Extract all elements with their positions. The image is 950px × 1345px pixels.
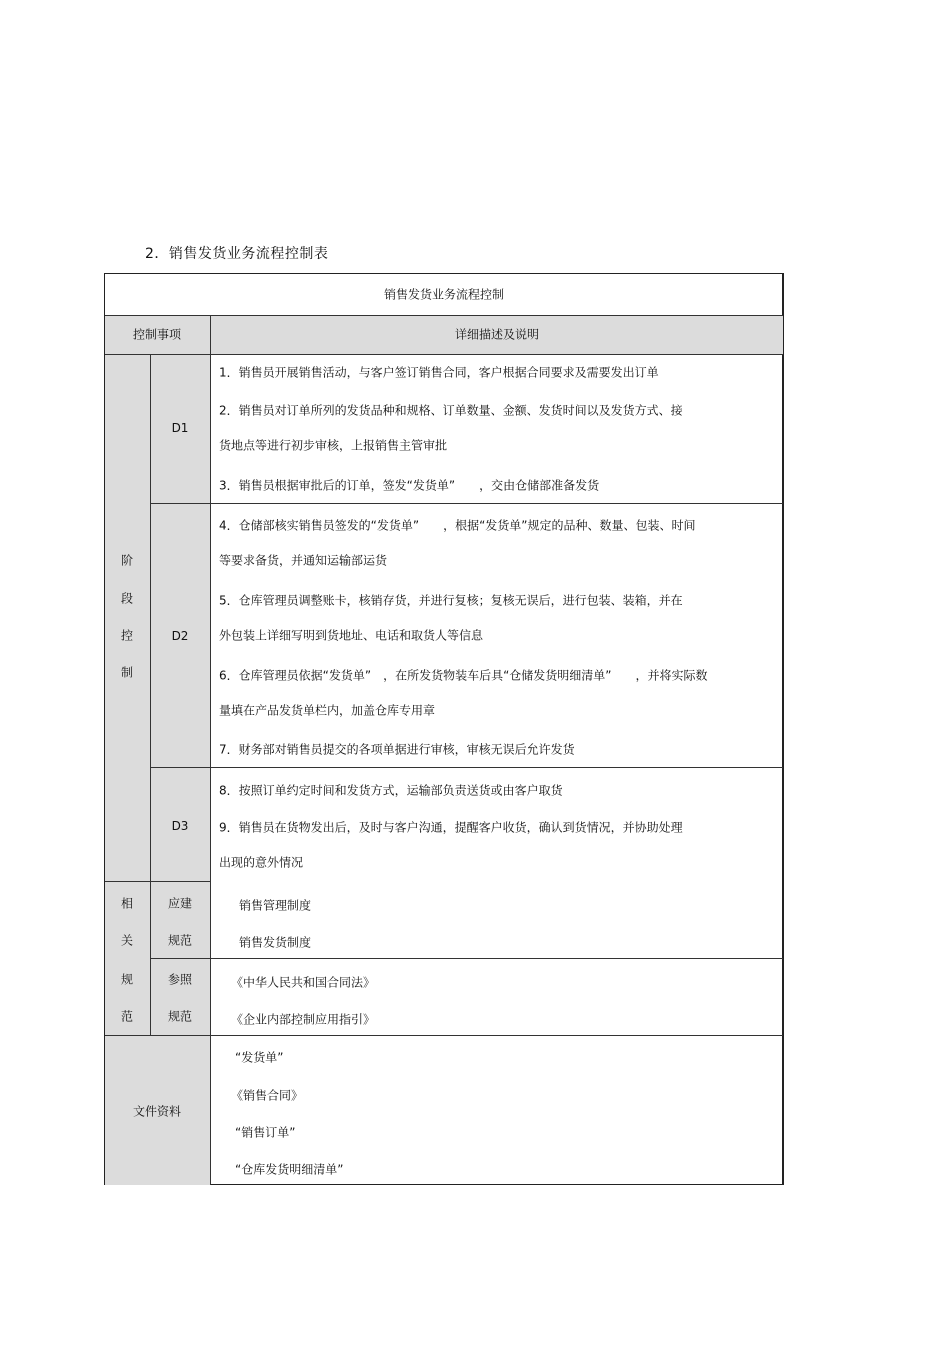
- header-row-bg: [105, 316, 783, 355]
- divider: [105, 354, 783, 355]
- description-line: 货地点等进行初步审核，上报销售主管审批: [219, 438, 448, 453]
- description-line: 量填在产品发货单栏内，加盖仓库专用章: [219, 703, 436, 718]
- document-item: “销售订单”: [235, 1125, 296, 1140]
- description-line: 6．仓库管理员依据“发货单” ，在所发货物装车后具“仓储发货明细清单” ，并将实际数: [219, 668, 708, 683]
- divider: [105, 1035, 783, 1036]
- related-label-char: 规: [120, 972, 134, 987]
- divider: [150, 354, 151, 1035]
- document-item: “发货单”: [235, 1050, 284, 1065]
- stage-label-char: 控: [120, 628, 134, 643]
- related-sublabel: 规范: [167, 933, 193, 948]
- description-line: 8．按照订单约定时间和发货方式，运输部负责送货或由客户取货: [219, 783, 563, 798]
- stage-code-d1: D1: [171, 421, 189, 435]
- related-sublabel: 规范: [167, 1009, 193, 1024]
- related-sublabel: 应建: [167, 896, 193, 911]
- related-item: 《中华人民共和国合同法》: [231, 975, 376, 990]
- stage-label-char: 段: [120, 591, 134, 606]
- stage-label-char: 阶: [120, 553, 134, 568]
- left-column-bg: [105, 355, 210, 1185]
- stage-code-d3: D3: [171, 819, 189, 833]
- description-line: 3．销售员根据审批后的订单，签发“发货单” ，交由仓储部准备发货: [219, 478, 600, 493]
- header-control-items: 控制事项: [132, 327, 182, 342]
- description-line: 1．销售员开展销售活动，与客户签订销售合同，客户根据合同要求及需要发出订单: [219, 365, 659, 380]
- divider: [210, 315, 211, 1185]
- related-item: 销售管理制度: [239, 898, 312, 913]
- related-label-char: 范: [120, 1009, 134, 1024]
- description-line: 2．销售员对订单所列的发货品种和规格、订单数量、金额、发货时间以及发货方式、接: [219, 403, 683, 418]
- divider: [150, 958, 783, 959]
- description-line: 9．销售员在货物发出后，及时与客户沟通，提醒客户收货，确认到货情况，并协助处理: [219, 820, 683, 835]
- description-line: 出现的意外情况: [219, 855, 304, 870]
- documents-label: 文件资料: [132, 1104, 182, 1119]
- header-description: 详细描述及说明: [454, 327, 540, 342]
- table-title: 销售发货业务流程控制: [383, 287, 505, 302]
- related-item: 《企业内部控制应用指引》: [231, 1012, 376, 1027]
- stage-code-d2: D2: [171, 629, 189, 643]
- document-item: “仓库发货明细清单”: [235, 1162, 344, 1177]
- description-line: 7．财务部对销售员提交的各项单据进行审核，审核无误后允许发货: [219, 742, 575, 757]
- page-heading: 2．销售发货业务流程控制表: [145, 246, 329, 262]
- divider: [150, 767, 783, 768]
- related-item: 销售发货制度: [239, 935, 312, 950]
- divider: [150, 503, 783, 504]
- description-line: 5．仓库管理员调整账卡，核销存货，并进行复核；复核无误后，进行包装、装箱，并在: [219, 593, 683, 608]
- description-line: 4．仓储部核实销售员签发的“发货单” ，根据“发货单”规定的品种、数量、包装、时间: [219, 518, 696, 533]
- stage-label-char: 制: [120, 665, 134, 680]
- related-label-char: 相: [120, 896, 134, 911]
- related-label-char: 关: [120, 933, 134, 948]
- document-item: 《销售合同》: [231, 1088, 304, 1103]
- control-table: [104, 273, 784, 1185]
- related-sublabel: 参照: [167, 972, 193, 987]
- divider: [105, 315, 783, 316]
- divider: [105, 881, 210, 882]
- description-line: 等要求备货，并通知运输部运货: [219, 553, 388, 568]
- description-line: 外包装上详细写明到货地址、电话和取货人等信息: [219, 628, 484, 643]
